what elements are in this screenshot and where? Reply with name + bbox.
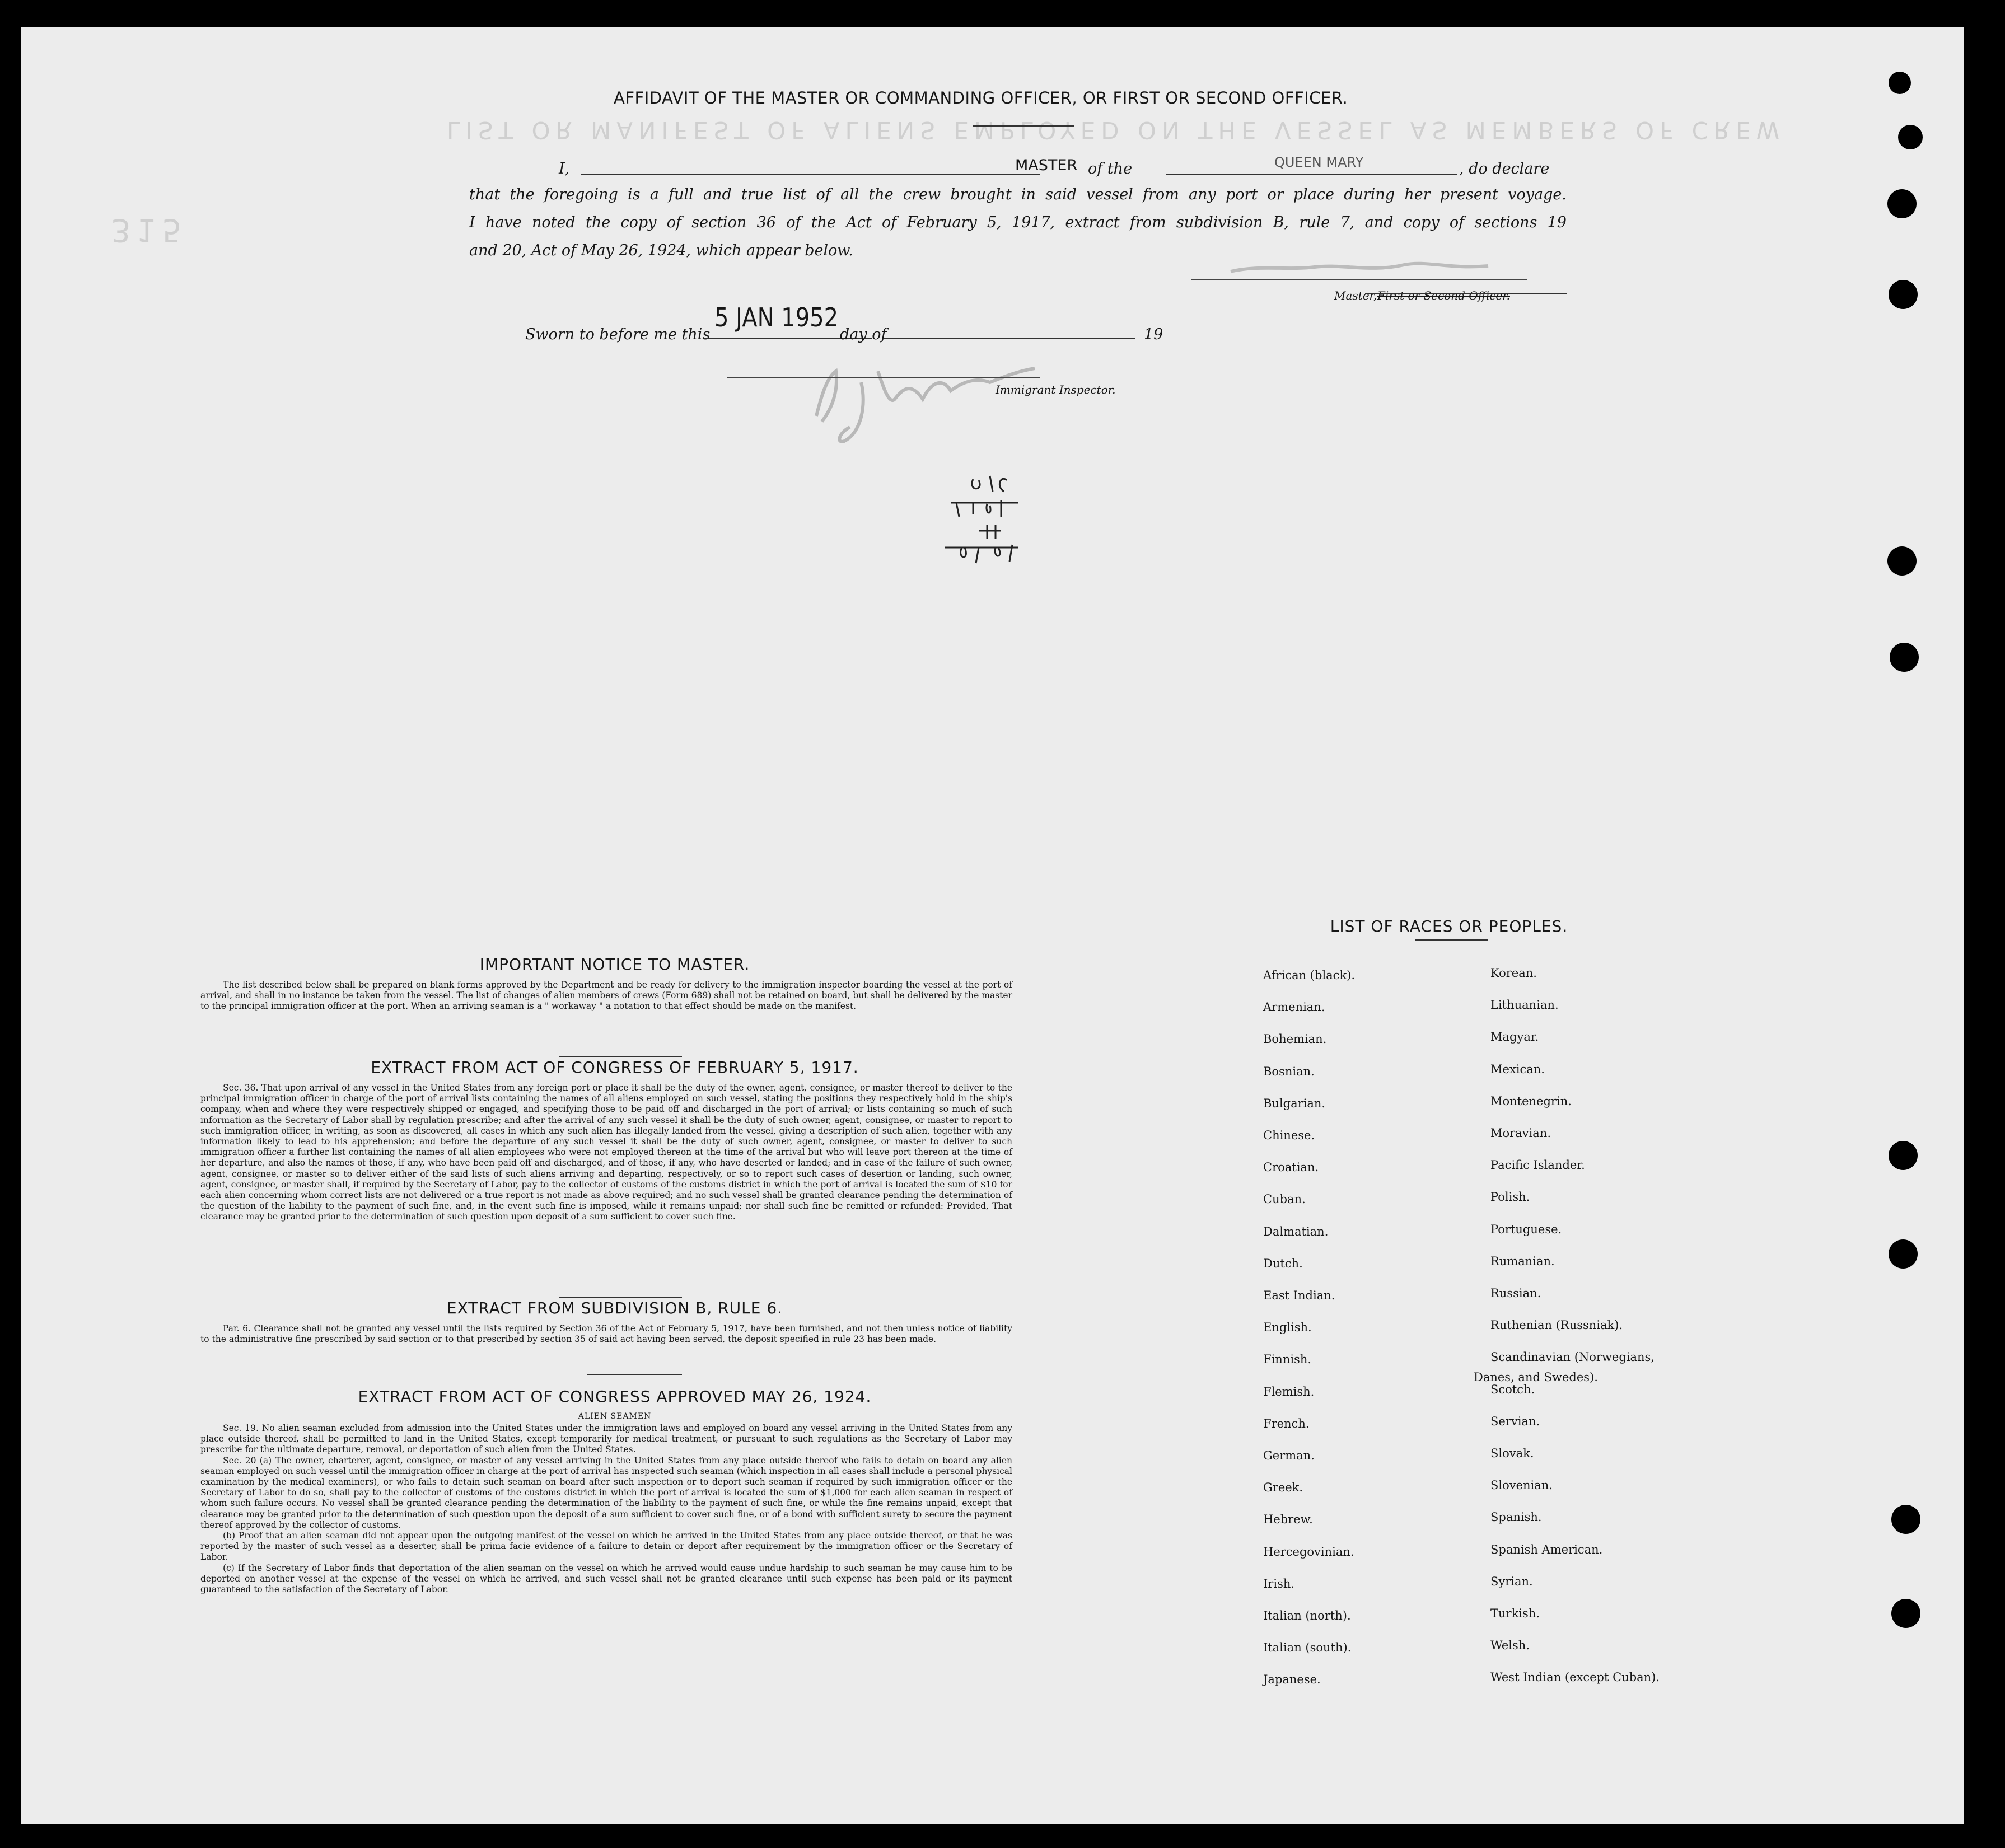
bleed-through-title: LIST OR MANIFEST OF ALIENS EMPLOYED ON THE VESSEL AS MEMBERS OF CREW <box>447 116 1786 144</box>
race-right-item: Pacific Islander. <box>1490 1158 1585 1172</box>
affidavit-line-3: and 20, Act of May 26, 1924, which appear below. <box>469 242 853 259</box>
affidavit-title: AFFIDAVIT OF THE MASTER OR COMMANDING OFFICER, OR FIRST OR SECOND OFFICER. <box>614 88 1348 107</box>
sec-20a-paragraph: Sec. 20 (a) The owner, charterer, agent, consignee, or master of any vessel arriving in the United States from any place outside thereof who fails to detain on board any alien seaman employed on such vessel until the immigration officer in charge at the port of arrival has inspected such seaman (which inspection in all cases shall include a personal physical examination by the medical examiners), or who fails to detain such seaman on board after such inspection or to deport such seaman if required by such immigration officer or the Secretary of Labor to do so, shall pay to the collector of customs of the customs district in which the port of arrival is located the sum of $1,000 for each alien seaman in respect of whom such failure occurs. No vessel shall be granted clearance pending the determination of the liability to the payment of such fine, or while the fine remains unpaid, except that clearance may be granted prior to the determination of such question upon the deposit of a sum sufficient to cover such fine, or of a bond with sufficient surety to secure the payment thereof approved by the collector of customs. <box>200 1455 1012 1530</box>
extract-1917-title: EXTRACT FROM ACT OF CONGRESS OF FEBRUARY 5, 1917. <box>371 1058 859 1077</box>
punch-hole <box>1889 280 1918 309</box>
race-right-item: Welsh. <box>1490 1639 1530 1653</box>
notice-text: The list described below shall be prepared on blank forms approved by the Department and be ready for delivery to the immigration inspector boarding the vessel at the port of arrival, and shall in no instance be taken from the vessel. The list of changes of alien members of crews (Form 689) shall not be retained on board, but shall be delivered by the master to the principal immigration officer at the port. When an arriving seaman is a " workaway " a notation to that effect should be made on the manifest. <box>200 980 1012 1012</box>
punch-hole <box>1889 1239 1918 1269</box>
race-right-item: West Indian (except Cuban). <box>1490 1671 1660 1685</box>
race-left-item: Chinese. <box>1263 1129 1315 1142</box>
name-blank-line <box>581 174 1040 175</box>
divider-2 <box>559 1297 682 1298</box>
races-title-underline <box>1415 939 1488 941</box>
race-left-item: French. <box>1263 1416 1310 1430</box>
inspector-signature-line <box>727 377 1040 378</box>
inspector-caption: Immigrant Inspector. <box>996 383 1116 396</box>
race-right-item: Korean. <box>1490 966 1537 980</box>
notice-title: IMPORTANT NOTICE TO MASTER. <box>479 955 750 974</box>
master-caption: Master, <box>1334 289 1377 302</box>
caption-rule <box>1365 293 1567 294</box>
punch-hole <box>1898 125 1923 149</box>
race-left-item: Bohemian. <box>1263 1032 1327 1046</box>
extract-rule6-title: EXTRACT FROM SUBDIVISION B, RULE 6. <box>446 1299 783 1317</box>
race-left-item: Greek. <box>1263 1481 1303 1495</box>
punch-hole <box>1889 72 1911 94</box>
document-page <box>21 27 1964 1824</box>
race-right-item: Servian. <box>1490 1414 1540 1428</box>
race-right-item: Ruthenian (Russniak). <box>1490 1318 1623 1332</box>
race-left-item: African (black). <box>1263 969 1356 982</box>
race-left-item: Italian (south). <box>1263 1641 1352 1655</box>
year-label: 19 <box>1144 326 1163 343</box>
race-left-item: Hercegovinian. <box>1263 1545 1354 1559</box>
race-left-item: English. <box>1263 1321 1312 1335</box>
race-right-item: Mexican. <box>1490 1062 1545 1076</box>
race-left-item: Bosnian. <box>1263 1064 1315 1078</box>
race-left-item: Flemish. <box>1263 1384 1315 1398</box>
master-signature <box>1225 248 1494 282</box>
race-right-item: Lithuanian. <box>1490 998 1559 1012</box>
race-left-item: East Indian. <box>1263 1289 1335 1302</box>
punch-hole <box>1889 1141 1918 1170</box>
race-right-item: Turkish. <box>1490 1607 1540 1620</box>
punch-hole <box>1891 1599 1920 1628</box>
of-the-label: of the <box>1088 160 1133 177</box>
bleed-through-number: 315 <box>111 212 188 248</box>
race-right-item: Spanish. <box>1490 1510 1542 1524</box>
race-right-item: Spanish American. <box>1490 1542 1603 1556</box>
master-signature-line <box>1191 279 1527 280</box>
date-stamp: 5 JAN 1952 <box>714 303 839 333</box>
vessel-blank-line <box>1166 174 1457 175</box>
race-left-item: Dutch. <box>1263 1256 1303 1270</box>
master-fill: MASTER <box>1015 157 1078 174</box>
race-scandinavian-continued: Danes, and Swedes). <box>1474 1370 1598 1384</box>
race-right-item: Magyar. <box>1490 1030 1539 1044</box>
sec-19-paragraph: Sec. 19. No alien seaman excluded from admission into the United States under the immigration laws and employed on board any vessel arriving in the United States from any place outside thereof, shall be permitted to land in the United States, except temporarily for medical treatment, or pursuant to such regulations as the Secretary of Labor may prescribe for the ultimate departure, removal, or deportation of such alien from the United States. <box>200 1423 1012 1455</box>
sworn-label: Sworn to before me this <box>525 326 711 343</box>
sec-20b-paragraph: (b) Proof that an alien seaman did not appear upon the outgoing manifest of the vessel on which he arrived in the United States from any place outside thereof, or that he was reported by the master of such vessel as a deserter, shall be prima facie evidence of a failure to detain or deport after requirement by the immigration officer or the Secretary of Labor. <box>200 1531 1012 1562</box>
affidavit-line-1: that the foregoing is a full and true list of all the crew brought in said vessel from any port or place during her present voyage. <box>469 186 1567 203</box>
day-of-label: day of <box>840 326 887 343</box>
race-left-item: Japanese. <box>1263 1673 1321 1687</box>
extract-1924-title: EXTRACT FROM ACT OF CONGRESS APPROVED MAY 26, 1924. <box>358 1387 872 1406</box>
race-left-item: Armenian. <box>1263 1000 1325 1014</box>
divider-1 <box>559 1056 682 1057</box>
race-left-item: Dalmatian. <box>1263 1224 1329 1238</box>
race-right-item: Montenegrin. <box>1490 1094 1572 1108</box>
race-left-item: Hebrew. <box>1263 1513 1313 1527</box>
race-right-item: Scotch. <box>1490 1382 1535 1396</box>
extract-1917-text: Sec. 36. That upon arrival of any vessel in the United States from any foreign port or place it shall be the duty of the owner, agent, consignee, or master thereof to deliver to the principal immigration officer in charge of the port of arrival lists containing the names of all aliens employed on such vessel, stating the positions they respectively hold in the ship's company, when and where they were respectively shipped or engaged, and specifying those to be paid off and discharged in the port of arrival; or lists containing so much of such information as the Secretary of Labor shall by regulation prescribe; and after the arrival of any such vessel it shall be the duty of such owner, agent, consignee, or master to report to such immigration officer, in writing, as soon as discovered, all cases in which any such alien has illegally landed from the vessel, giving a description of such alien, together with any information likely to lead to his apprehension; and before the departure of any such vessel it shall be the duty of such owner, agent, consignee, or master to deliver to such immigration officer a further list containing the names of all alien employees who were not employed thereon at the time of the arrival but who will leave port thereon at the time of her departure, and also the names of those, if any, who have been paid off and discharged, and of those, if any, who have deserted or landed; and in case of the failure of such owner, agent, consignee, or master so to deliver either of the said lists of such aliens arriving and departing, respectively, or so to report such cases of desertion or landing, such owner, agent, consignee, or master shall, if required by the Secretary of Labor, pay to the collector of customs of the customs district in which the port of arrival is located the sum of $10 for each alien concerning whom correct lists are not delivered or a true report is not made as above required; and no such vessel shall be granted clearance pending the determination of the question of the liability to the payment of such fine, and, in the event such fine is imposed, while it remains unpaid; nor shall such fine be remitted or refunded: Provided, That clearance may be granted prior to the determination of such question upon deposit of a sum sufficient to cover such fine. <box>200 1083 1012 1222</box>
race-left-item: Cuban. <box>1263 1192 1306 1206</box>
races-title: LIST OF RACES OR PEOPLES. <box>1330 917 1568 935</box>
race-left-item: German. <box>1263 1449 1315 1462</box>
title-underline <box>973 125 1074 127</box>
race-right-item: Scandinavian (Norwegians, <box>1490 1350 1655 1364</box>
race-right-item: Moravian. <box>1490 1126 1551 1140</box>
handwritten-notation <box>934 469 1029 570</box>
punch-hole <box>1887 189 1917 218</box>
race-left-item: Finnish. <box>1263 1353 1312 1367</box>
race-right-item: Syrian. <box>1490 1574 1533 1588</box>
affidavit-i: I, <box>559 160 570 177</box>
race-left-item: Irish. <box>1263 1576 1295 1590</box>
race-right-item: Rumanian. <box>1490 1254 1555 1268</box>
do-declare-label: , do declare <box>1459 160 1550 177</box>
race-left-item: Bulgarian. <box>1263 1096 1326 1110</box>
punch-hole <box>1891 1505 1920 1534</box>
extract-rule6-text: Par. 6. Clearance shall not be granted any vessel until the lists required by Section 36 of the Act of February 5, 1917, have been furnished, and not then unless notice of liability to the administrative fine prescribed by said section or to that prescribed by section 35 of said act having been served, the deposit specified in rule 23 has been made. <box>200 1323 1012 1345</box>
sec-20c-paragraph: (c) If the Secretary of Labor finds that deportation of the alien seaman on the vessel on which he arrived would cause undue hardship to such seaman he may cause him to be deported on another vessel at the expense of the vessel on which he arrived, and such vessel shall not be granted clearance until such expense has been paid or its payment guaranteed to the satisfaction of the Secretary of Labor. <box>200 1562 1012 1595</box>
punch-hole <box>1887 546 1917 576</box>
race-left-item: Italian (north). <box>1263 1609 1351 1622</box>
race-right-item: Russian. <box>1490 1286 1541 1300</box>
race-right-item: Portuguese. <box>1490 1222 1562 1236</box>
race-right-item: Slovak. <box>1490 1447 1534 1460</box>
alien-seamen-subtitle: ALIEN SEAMEN <box>578 1412 652 1421</box>
punch-hole <box>1890 643 1919 672</box>
extract-1924-text <box>200 1423 1012 1595</box>
race-right-item: Polish. <box>1490 1190 1530 1204</box>
affidavit-line-2: I have noted the copy of section 36 of the Act of February 5, 1917, extract from subdivision B, rule 7, and copy of sections 19 <box>469 214 1567 231</box>
vessel-name-stamp: QUEEN MARY <box>1274 155 1364 170</box>
race-right-item: Slovenian. <box>1490 1479 1553 1493</box>
race-left-item: Croatian. <box>1263 1161 1319 1175</box>
officer-caption-struck: First or Second Officer. <box>1377 289 1510 302</box>
divider-3 <box>587 1374 682 1375</box>
